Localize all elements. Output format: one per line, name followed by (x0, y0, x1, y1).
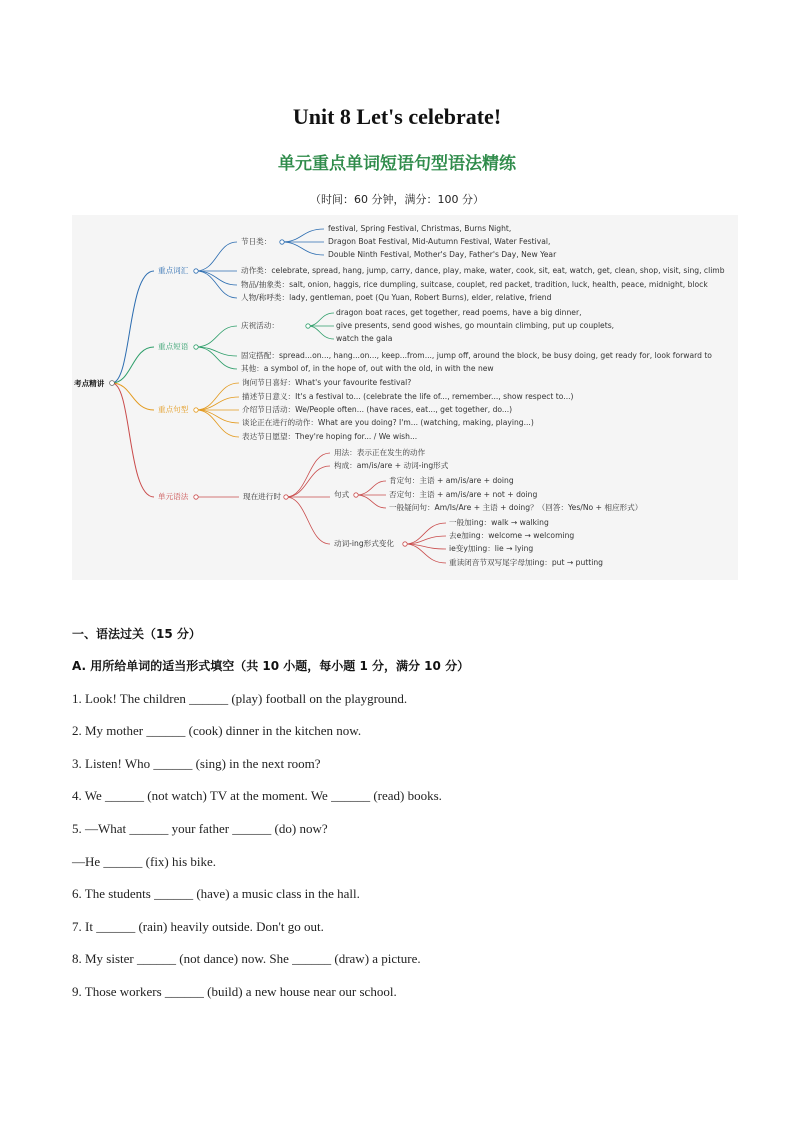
question-5-reply: —He ______ (fix) his bike. (72, 854, 217, 869)
branch-sentences: 重点句型 (158, 405, 189, 414)
grammar-ing-rule: 去e加ing：welcome → welcoming (449, 531, 575, 540)
part-a-instructions: A. 用所给单词的适当形式填空（共 10 小题，每小题 1 分，满分 10 分） (72, 659, 470, 673)
sentence-item: 表达节日愿望：They're hoping for... / We wish... (242, 432, 418, 441)
grammar-form: 构成：am/is/are + 动词-ing形式 (334, 461, 449, 470)
question-6: 6. The students ______ (have) a music class in the hall. (72, 886, 360, 901)
mind-map-root: 考点精讲 (74, 379, 105, 388)
question-4: 4. We ______ (not watch) TV at the moment. We ______ (read) books. (72, 788, 442, 803)
grammar-pattern: 否定句：主语 + am/is/are + not + doing (389, 490, 538, 499)
sentence-item: 谈论正在进行的动作：What are you doing? I'm... (watching, making, playing...) (242, 418, 534, 427)
exam-time-info: （时间：60 分钟，满分：100 分） (310, 193, 484, 206)
mind-map (72, 215, 738, 580)
phrases-fixed: 固定搭配：spread...on..., hang...on..., keep...from..., jump off, around the block, be busy doing, get ready for, look forward to (241, 351, 712, 360)
vocab-festivals-line: festival, Spring Festival, Christmas, Burns Night, (328, 224, 512, 233)
grammar-ing-rule: 重读闭音节双写尾字母加ing：put → putting (449, 558, 603, 567)
grammar-ing-rule: 一般加ing：walk → walking (449, 518, 549, 527)
phrases-celebrate-line: watch the gala (336, 334, 393, 343)
grammar-pattern: 肯定句：主语 + am/is/are + doing (389, 476, 514, 485)
sentence-item: 描述节日意义：It's a festival to... (celebrate the life of..., remember..., show respect to...) (242, 392, 574, 401)
phrases-celebrate-label: 庆祝活动： (241, 321, 279, 330)
question-2: 2. My mother ______ (cook) dinner in the kitchen now. (72, 723, 362, 738)
question-8: 8. My sister ______ (not dance) now. She ______ (draw) a picture. (72, 951, 421, 966)
grammar-pattern-label: 句式 (334, 490, 350, 499)
vocab-objects: 物品/抽象类：salt, onion, haggis, rice dumpling, suitcase, couplet, red packet, tradition, luck, health, peace, midnight, block (241, 280, 708, 289)
vocab-actions: 动作类：celebrate, spread, hang, jump, carry, dance, play, make, water, cook, sit, eat, watch, get, clean, shop, visit, sing, climb (241, 266, 725, 275)
section-heading: 一、语法过关（15 分） (72, 627, 201, 641)
question-9: 9. Those workers ______ (build) a new house near our school. (72, 984, 397, 999)
grammar-tense: 现在进行时 (243, 492, 281, 501)
phrases-celebrate-line: dragon boat races, get together, read poems, have a big dinner, (336, 308, 582, 317)
vocab-festivals-label: 节日类： (241, 237, 272, 246)
page-title: Unit 8 Let's celebrate! (292, 104, 502, 129)
phrases-celebrate-line: give presents, send good wishes, go mountain climbing, put up couplets, (336, 321, 615, 330)
branch-grammar: 单元语法 (158, 492, 189, 501)
grammar-ing-label: 动词-ing形式变化 (334, 539, 395, 548)
branch-phrases: 重点短语 (158, 342, 189, 351)
grammar-pattern: 一般疑问句：Am/Is/Are + 主语 + doing？（回答：Yes/No + 相应形式） (389, 503, 643, 512)
page-subtitle: 单元重点单词短语句型语法精练 (278, 154, 516, 174)
question-1: 1. Look! The children ______ (play) football on the playground. (72, 691, 408, 706)
grammar-ing-rule: ie变y加ing：lie → lying (449, 544, 534, 553)
vocab-festivals-line: Dragon Boat Festival, Mid-Autumn Festival, Water Festival, (328, 237, 551, 246)
vocab-people: 人物/称呼类：lady, gentleman, poet (Qu Yuan, Robert Burns), elder, relative, friend (241, 293, 552, 302)
grammar-usage: 用法：表示正在发生的动作 (334, 448, 426, 457)
vocab-festivals-line: Double Ninth Festival, Mother's Day, Father's Day, New Year (328, 250, 557, 259)
question-5: 5. —What ______ your father ______ (do) now? (72, 821, 328, 836)
sentence-item: 介绍节日活动：We/People often... (have races, eat..., get together, do...) (242, 405, 513, 414)
branch-vocab: 重点词汇 (158, 266, 189, 275)
question-7: 7. It ______ (rain) heavily outside. Don't go out. (72, 919, 324, 934)
sentence-item: 询问节日喜好：What's your favourite festival? (242, 378, 412, 387)
phrases-other: 其他：a symbol of, in the hope of, out with the old, in with the new (241, 364, 494, 373)
question-3: 3. Listen! Who ______ (sing) in the next room? (72, 756, 321, 771)
